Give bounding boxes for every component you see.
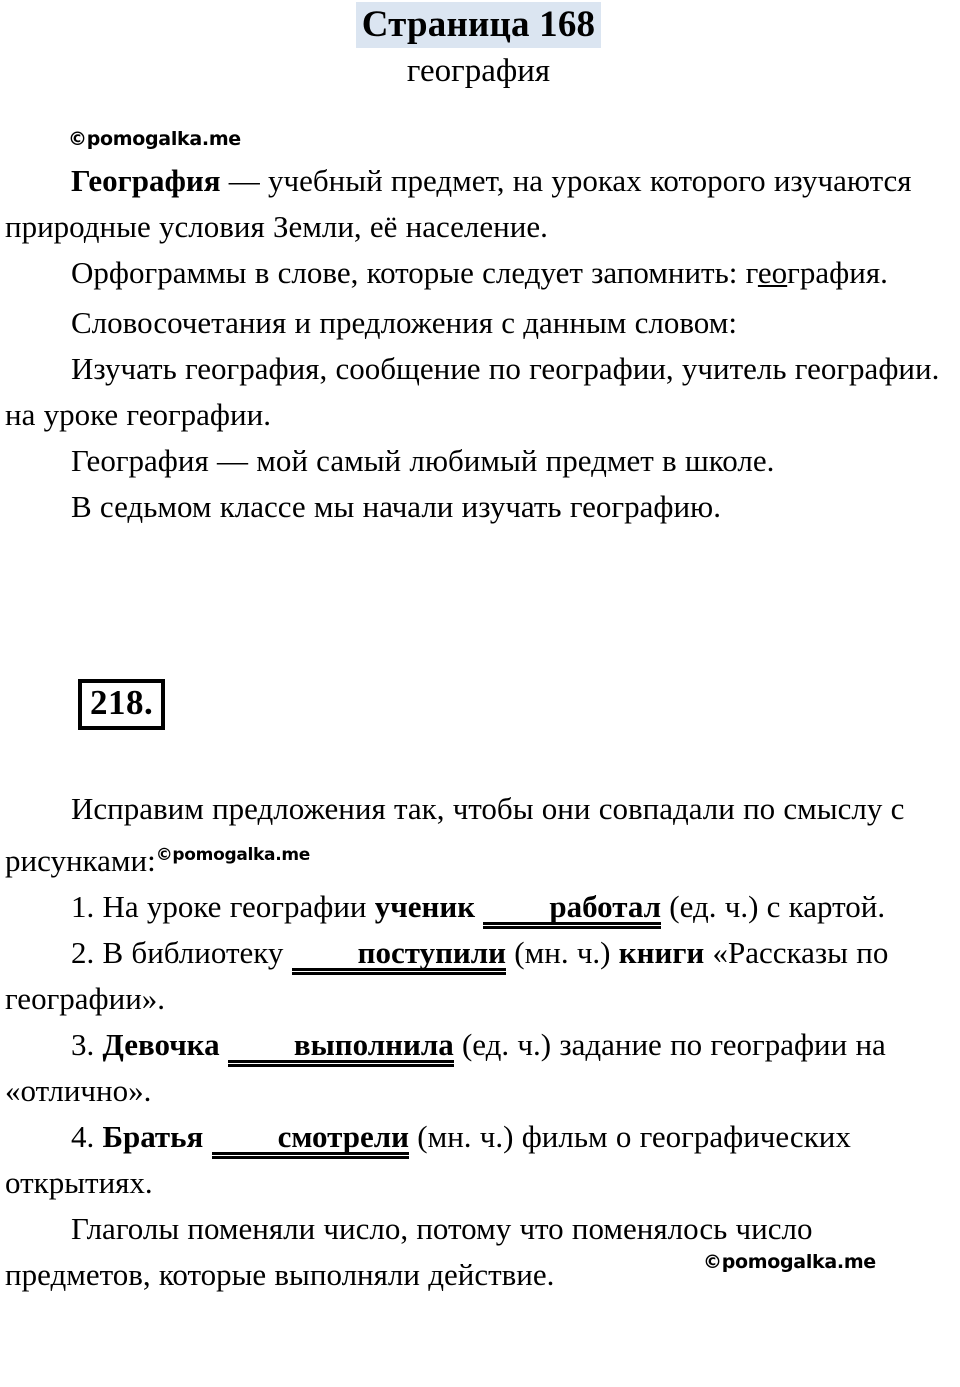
page-title: Страница 168 [356,2,602,48]
item-1-mid [475,889,483,924]
item-2-mid-plain: (мн. ч.) [506,935,619,970]
orthogram-paragraph [5,250,955,296]
exercise-item-3 [5,1022,955,1114]
item-3-predicate: выполнила [228,1030,454,1063]
item-1-subject: ученик [374,889,476,924]
exercise-item-2 [5,930,955,1022]
definition-paragraph [5,158,955,250]
collocations-line-1: Изучать география, сообщение по географии, учитель географии. на уроке географии. [5,351,940,432]
exercise-item-1 [5,884,955,930]
exercise-section [5,786,955,1298]
collocations-line-3: В седьмом классе мы начали изучать географию. [71,489,721,524]
item-1-predicate: работал [483,892,661,925]
exercise-conclusion: Глаголы поменяли число, потому что поменялось число предметов, которые выполняли действие. [5,1211,813,1292]
orthogram-word-suffix: графия. [787,255,888,290]
page-subtitle: география [406,53,551,89]
watermark-inline: ©pomogalka.me [155,845,310,865]
exercise-number-box: 218. [78,679,165,730]
item-4-post: (мн. ч.) фильм о географических открытиях. [5,1119,851,1200]
definition-section [5,158,955,530]
collocations-line-2: География — мой самый любимый предмет в школе. [71,443,775,478]
item-3-subject: Девочка [102,1027,220,1062]
exercise-instruction [5,786,955,884]
definition-text: учебный предмет, на уроках которого изучаются природные условия Земли, её население. [5,163,912,244]
item-2-number: 2. [71,935,103,970]
definition-dash: — [220,163,269,198]
exercise-instruction-text: Исправим предложения так, чтобы они совпадали по смыслу с рисунками: [5,791,905,878]
item-2-pre: В библиотеку [102,935,292,970]
item-2-post: «Рассказы по географии». [5,935,889,1016]
item-4-subject: Братья [102,1119,204,1154]
watermark-right: ©pomogalka.me [703,1251,876,1273]
orthogram-word-prefix: г [745,255,758,290]
item-1-post: (ед. ч.) с картой. [661,889,886,924]
watermark-top: ©pomogalka.me [68,128,241,150]
collocations-lead: Словосочетания и предложения с данным словом: [71,305,737,340]
item-3-number: 3. [71,1027,103,1062]
item-4-mid [203,1119,211,1154]
orthogram-word-underlined: ео [757,255,788,290]
item-1-pre: На уроке географии [102,889,375,924]
item-2-subject: книги [618,935,705,970]
item-4-number: 4. [71,1119,103,1154]
page-header [5,0,952,91]
item-3-mid [220,1027,228,1062]
item-1-number: 1. [71,889,103,924]
definition-term: География [71,163,221,198]
orthogram-lead: Орфограммы в слове, которые следует запомнить: [71,255,738,290]
exercise-item-4 [5,1114,955,1206]
item-2-predicate: поступили [292,938,506,971]
item-3-post: (ед. ч.) задание по географии на «отлично». [5,1027,886,1108]
item-4-predicate: смотрели [212,1122,409,1155]
